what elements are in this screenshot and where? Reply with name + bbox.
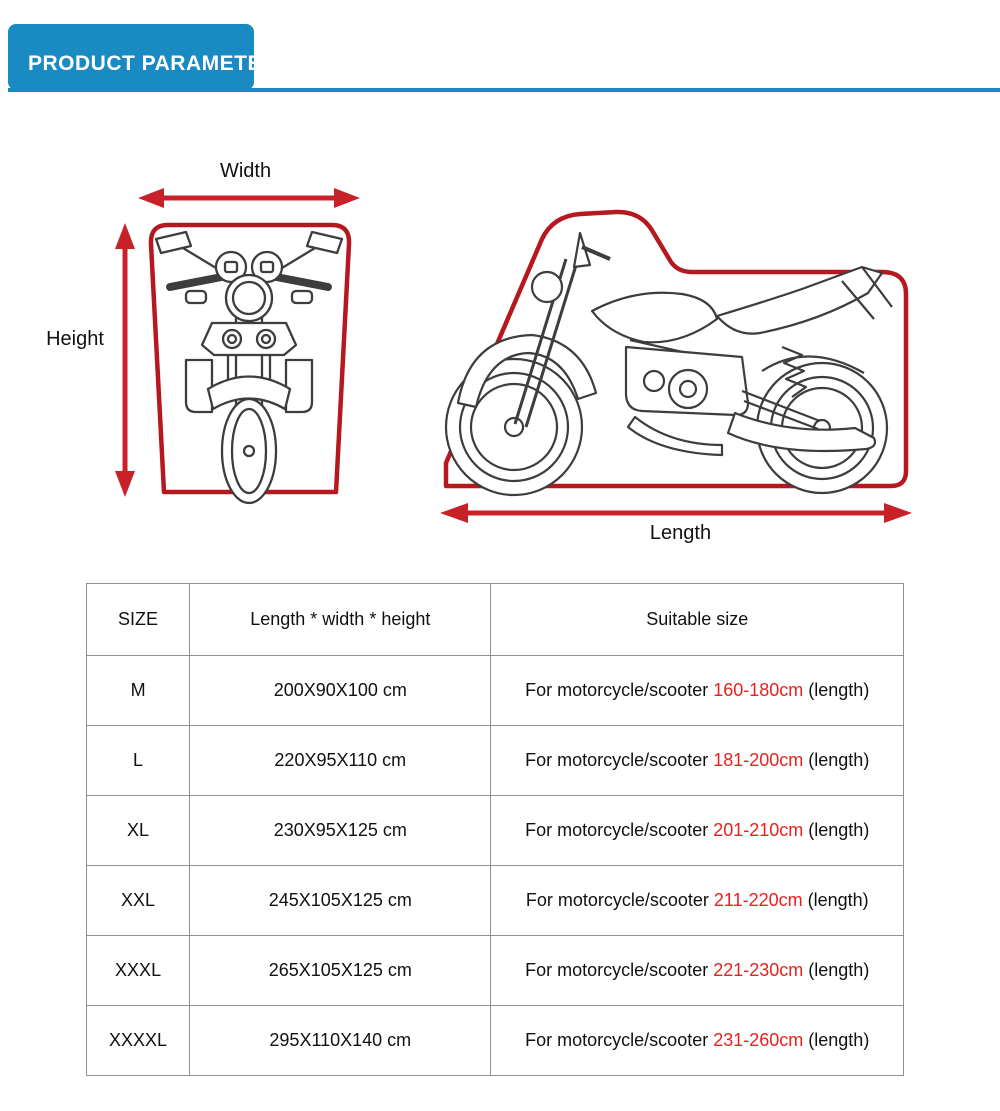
suitable-cell (491, 726, 904, 796)
dimensions-cell: 220X95X110 cm (190, 726, 491, 796)
suitable-suffix: (length) (803, 750, 870, 770)
front-view-diagram (40, 155, 370, 525)
height-dimension-label: Height (46, 328, 104, 350)
size-cell: XXXL (87, 936, 190, 1006)
suitable-prefix: For motorcycle/scooter (525, 820, 714, 840)
section-header-badge (8, 24, 293, 90)
size-cell: XL (87, 796, 190, 866)
table-row (87, 866, 904, 936)
length-arrow-icon (440, 503, 912, 523)
suitable-prefix: For motorcycle/scooter (525, 890, 714, 910)
suitable-suffix: (length) (803, 1030, 870, 1050)
dimensions-cell: 230X95X125 cm (190, 796, 491, 866)
table-row (87, 936, 904, 1006)
dimensions-cell: 245X105X125 cm (190, 866, 491, 936)
dimensions-cell: 295X110X140 cm (190, 1006, 491, 1076)
suitable-cell (491, 1006, 904, 1076)
suitable-prefix: For motorcycle/scooter (525, 960, 714, 980)
dimensions-cell: 200X90X100 cm (190, 656, 491, 726)
column-header-suitable: Suitable size (491, 584, 904, 656)
suitable-suffix: (length) (803, 820, 870, 840)
width-arrow-icon (138, 188, 360, 208)
suitable-cell (491, 656, 904, 726)
suitable-prefix: For motorcycle/scooter (525, 1030, 714, 1050)
suitable-range: 211-220cm (713, 890, 803, 910)
suitable-suffix: (length) (803, 680, 870, 700)
suitable-suffix: (length) (802, 890, 869, 910)
column-header-dimensions: Length * width * height (190, 584, 491, 656)
table-header-row (87, 584, 904, 656)
suitable-cell (491, 936, 904, 1006)
suitable-range: 231-260cm (713, 1030, 804, 1050)
suitable-range: 201-210cm (713, 820, 804, 840)
suitable-prefix: For motorcycle/scooter (525, 750, 714, 770)
suitable-cell (491, 866, 904, 936)
table-row (87, 726, 904, 796)
suitable-range: 181-200cm (713, 750, 804, 770)
size-cell: L (87, 726, 190, 796)
suitable-prefix: For motorcycle/scooter (525, 680, 714, 700)
motorcycle-front-art (156, 232, 342, 503)
table-row (87, 796, 904, 866)
size-cell: XXL (87, 866, 190, 936)
suitable-range: 221-230cm (713, 960, 804, 980)
dimensions-cell: 265X105X125 cm (190, 936, 491, 1006)
size-cell: XXXXL (87, 1006, 190, 1076)
size-cell: M (87, 656, 190, 726)
side-view-diagram (430, 195, 920, 555)
size-table (86, 583, 904, 1076)
table-row (87, 1006, 904, 1076)
width-dimension-label: Width (219, 160, 272, 182)
suitable-range: 160-180cm (713, 680, 804, 700)
suitable-cell (491, 796, 904, 866)
table-row (87, 656, 904, 726)
column-header-size: SIZE (87, 584, 190, 656)
height-arrow-icon (115, 223, 135, 497)
page-title: PRODUCT PARAMETERS (28, 52, 293, 75)
suitable-suffix: (length) (803, 960, 870, 980)
length-dimension-label: Length (649, 522, 712, 544)
header-divider-line (8, 88, 1000, 92)
